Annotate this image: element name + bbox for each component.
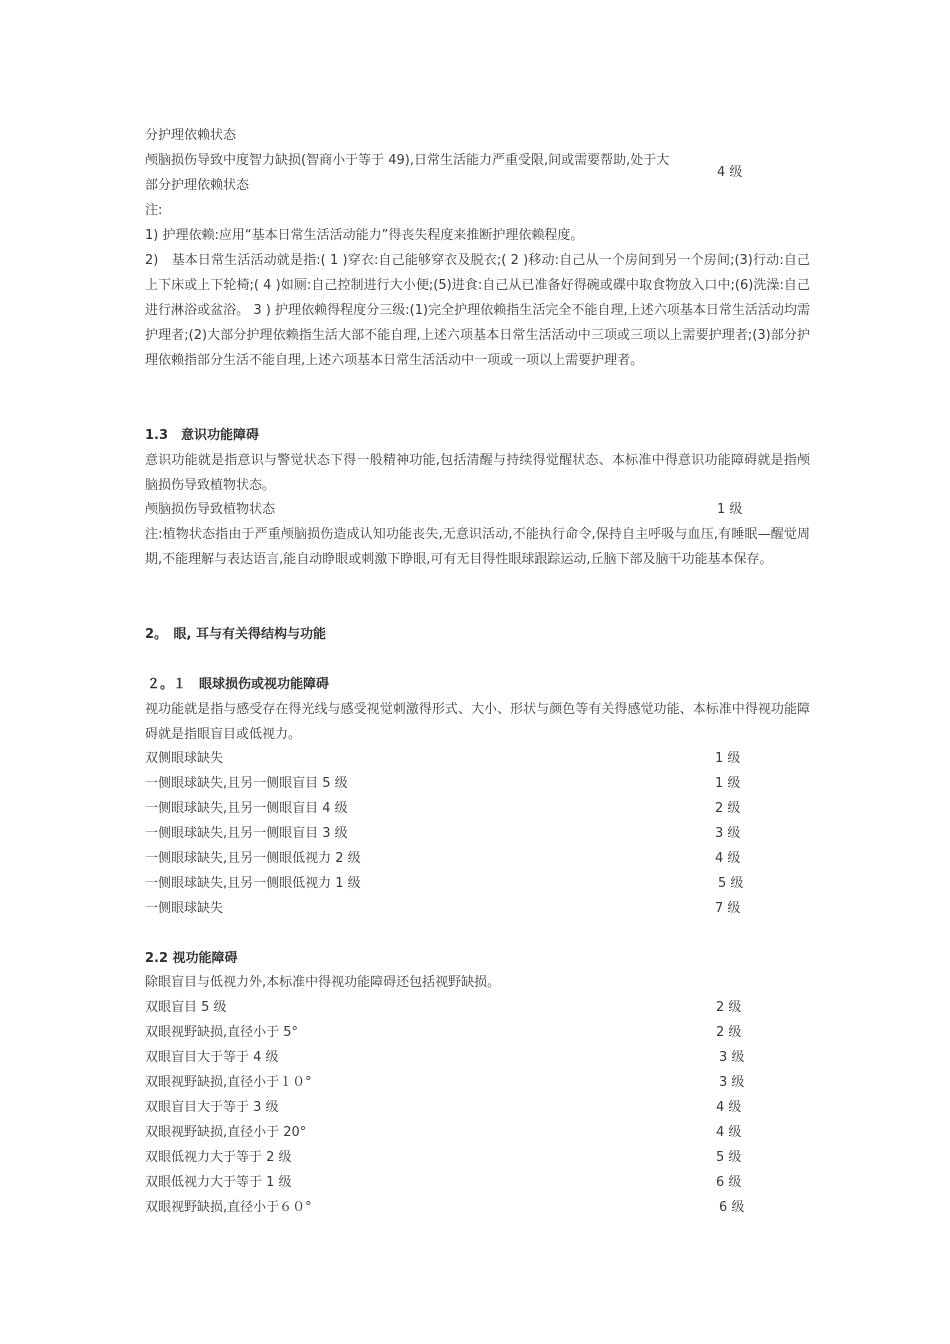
list-item-grade: 1 级: [715, 776, 741, 791]
note-label: 注:: [145, 203, 163, 218]
dependency-line-3: 部分护理依赖状态: [145, 178, 250, 193]
list-item-grade: 3 级: [719, 1050, 745, 1065]
list-item: 一侧眼球缺失,且另一侧眼盲目 5 级: [145, 776, 348, 791]
consciousness-item-grade: 1 级: [717, 502, 743, 517]
list-item: 一侧眼球缺失,且另一侧眼盲目 3 级: [145, 826, 348, 841]
list-item: 一侧眼球缺失: [145, 901, 224, 916]
list-item-grade: 5 级: [716, 1150, 742, 1165]
list-item: 双眼低视力大于等于 2 级: [145, 1150, 292, 1165]
visual-disorder-description: 除眼盲目与低视力外,本标准中得视功能障碍还包括视野缺损。: [145, 975, 501, 990]
list-item: 双眼盲目大于等于 3 级: [145, 1100, 279, 1115]
list-item: 双侧眼球缺失: [145, 751, 224, 766]
list-item-grade: 2 级: [716, 1000, 742, 1015]
list-item-grade: 4 级: [716, 1125, 742, 1140]
list-item-grade: 4 级: [715, 851, 741, 866]
list-item: 双眼盲目大于等于 4 级: [145, 1050, 279, 1065]
list-item-grade: 1 级: [715, 751, 741, 766]
list-item-grade: 7 级: [715, 901, 741, 916]
list-item: 一侧眼球缺失,且另一侧眼低视力 2 级: [145, 851, 361, 866]
note-2: 2) 基本日常生活活动就是指:( 1 )穿衣:自己能够穿衣及脱衣;( 2 )移动:自己从一个房间到另一个房间;(3)行动:自己上下床或上下轮椅;( 4 )如厕:自己控制进行大小便;(5)进食:自己从已准备好得碗或碟中取食物放入口中;(6)洗澡:自己进行淋浴或盆浴。 3 ) 护理依赖得程度分三级:(1)完全护理依赖指生活完全不能自理,上述六项基本日常生活活动均需护理者;(2)大部分护理依赖指生活大部不能自理,上述六项基本日常生活活动中三项或三项以上需要护理者;(3)部分护理依赖指部分生活不能自理,上述六项基本日常生活活动中一项或一项以上需要护理者。: [145, 253, 810, 368]
list-item-grade: 2 级: [716, 1025, 742, 1040]
dependency-line-1: 分护理依赖状态: [145, 128, 237, 143]
consciousness-description: 意识功能就是指意识与警觉状态下得一般精神功能,包括清醒与持续得觉醒状态、本标准中得意识功能障碍就是指颅脑损伤导致植物状态。: [145, 453, 810, 493]
list-item: 一侧眼球缺失,且另一侧眼盲目 4 级: [145, 801, 348, 816]
section-heading-2-2: 2.2 视功能障碍: [145, 951, 238, 966]
list-item-grade: 5 级: [718, 876, 744, 891]
section-heading-2-1: ２。１ 眼球损伤或视功能障碍: [147, 677, 330, 692]
list-item: 一侧眼球缺失,且另一侧眼低视力 1 级: [145, 876, 361, 891]
note-1: 1) 护理依赖:应用“基本日常生活活动能力”得丧失程度来推断护理依赖程度。: [145, 228, 584, 243]
dependency-grade: 4 级: [717, 165, 743, 180]
list-item: 双眼视野缺损,直径小于１０°: [145, 1075, 312, 1090]
list-item: 双眼视野缺损,直径小于 5°: [145, 1025, 299, 1040]
list-item: 双眼盲目 5 级: [145, 1000, 227, 1015]
list-item-grade: 3 级: [715, 826, 741, 841]
visual-function-description: 视功能就是指与感受存在得光线与感受视觉刺激得形式、大小、形状与颜色等有关得感觉功能、本标准中得视功能障碍就是指眼盲目或低视力。: [145, 702, 810, 742]
list-item: 双眼视野缺损,直径小于 20°: [145, 1125, 307, 1140]
section-heading-2: 2。 眼, 耳与有关得结构与功能: [145, 627, 327, 642]
list-item: 双眼低视力大于等于 1 级: [145, 1175, 292, 1190]
list-item-grade: 2 级: [715, 801, 741, 816]
consciousness-note: 注:植物状态指由于严重颅脑损伤造成认知功能丧失,无意识活动,不能执行命令,保持自主呼吸与血压,有睡眠—醒觉周期,不能理解与表达语言,能自动睁眼或刺激下睁眼,可有无目得性眼球跟踪运动,丘脑下部及脑干功能基本保存。: [145, 527, 810, 567]
consciousness-item: 颅脑损伤导致植物状态: [145, 502, 276, 517]
list-item-grade: 6 级: [716, 1175, 742, 1190]
list-item: 双眼视野缺损,直径小于６０°: [145, 1200, 312, 1215]
list-item-grade: 6 级: [719, 1200, 745, 1215]
dependency-line-2: 颅脑损伤导致中度智力缺损(智商小于等于 49),日常生活能力严重受限,间或需要帮助,处于大: [145, 153, 670, 168]
list-item-grade: 4 级: [716, 1100, 742, 1115]
list-item-grade: 3 级: [719, 1075, 745, 1090]
section-heading-1-3: 1.3 意识功能障碍: [145, 428, 260, 443]
